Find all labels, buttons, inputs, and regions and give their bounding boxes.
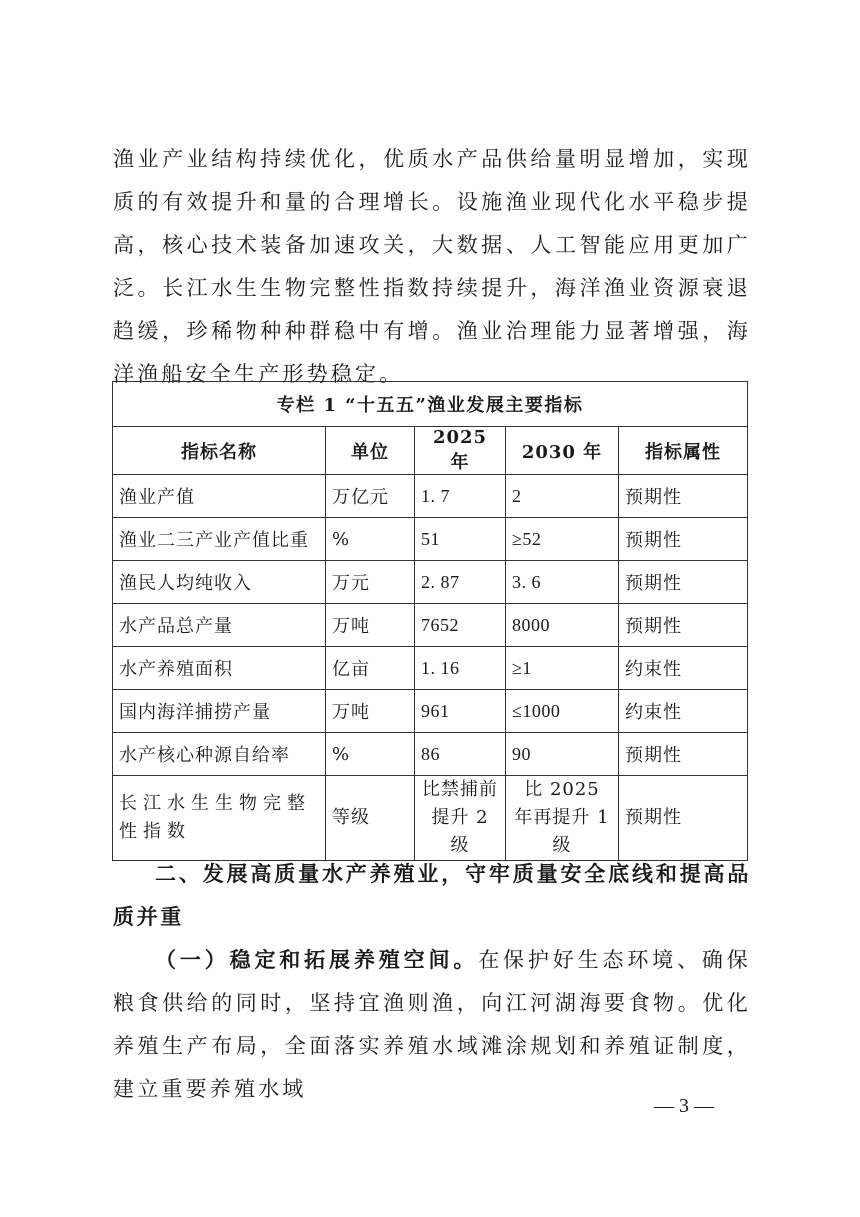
cell-2030: ≤1000 (506, 690, 619, 733)
cell-attr: 约束性 (619, 647, 748, 690)
cell-unit: 万元 (326, 561, 415, 604)
section-paragraph (113, 938, 751, 1111)
table-row (113, 475, 748, 518)
cell-2025: 51 (415, 518, 506, 561)
cell-2030: 8000 (506, 604, 619, 647)
cell-name: 水产核心种源自给率 (113, 733, 326, 776)
cell-2030: 2 (506, 475, 619, 518)
cell-unit: 万吨 (326, 690, 415, 733)
cell-name: 国内海洋捕捞产量 (113, 690, 326, 733)
cell-name: 水产品总产量 (113, 604, 326, 647)
cell-2025: 1. 7 (415, 475, 506, 518)
header-2030: 2030 年 (506, 427, 619, 475)
cell-2030: 比 2025 年再提升 1 级 (506, 776, 619, 861)
table-row (113, 690, 748, 733)
table-row (113, 604, 748, 647)
cell-unit: % (326, 733, 415, 776)
intro-paragraph: 渔业产业结构持续优化，优质水产品供给量明显增加，实现质的有效提升和量的合理增长。设施渔业现代化水平稳步提高，核心技术装备加速攻关，大数据、人工智能应用更加广泛。长江水生生物完整性指数持续提升，海洋渔业资源衰退趋缓，珍稀物种种群稳中有增。渔业治理能力显著增强，海洋渔船安全生产形势稳定。 (113, 147, 751, 386)
header-unit: 单位 (326, 427, 415, 475)
cell-2025: 1. 16 (415, 647, 506, 690)
cell-unit: % (326, 518, 415, 561)
cell-unit: 万吨 (326, 604, 415, 647)
cell-2030: 90 (506, 733, 619, 776)
table-caption: 专栏 1 “十五五”渔业发展主要指标 (113, 382, 748, 427)
cell-attr: 预期性 (619, 733, 748, 776)
cell-attr: 预期性 (619, 776, 748, 861)
table-header-row (113, 427, 748, 475)
cell-attr: 预期性 (619, 604, 748, 647)
indicator-table (112, 381, 748, 861)
cell-2030: 3. 6 (506, 561, 619, 604)
cell-2025: 比禁捕前提升 2 级 (415, 776, 506, 861)
table-row (113, 733, 748, 776)
header-attr: 指标属性 (619, 427, 748, 475)
cell-attr: 约束性 (619, 690, 748, 733)
section-heading: 二、发展高质量水产养殖业，守牢质量安全底线和提高品质并重 (113, 861, 751, 929)
table-row (113, 518, 748, 561)
header-name: 指标名称 (113, 427, 326, 475)
cell-name: 水产养殖面积 (113, 647, 326, 690)
cell-unit: 万亿元 (326, 475, 415, 518)
cell-attr: 预期性 (619, 518, 748, 561)
cell-name: 渔民人均纯收入 (113, 561, 326, 604)
cell-2030: ≥52 (506, 518, 619, 561)
cell-2025: 961 (415, 690, 506, 733)
cell-unit: 等级 (326, 776, 415, 861)
cell-2025: 2. 87 (415, 561, 506, 604)
cell-2025: 86 (415, 733, 506, 776)
table-row (113, 647, 748, 690)
section-text: 在保护好生态环境、确保粮食供给的同时，坚持宜渔则渔，向江河湖海要食物。优化养殖生产布局，全面落实养殖水域滩涂规划和养殖证制度，建立重要养殖水域 (113, 948, 751, 1101)
table-row (113, 776, 748, 861)
page-number: — 3 — (654, 1095, 714, 1117)
cell-attr: 预期性 (619, 475, 748, 518)
cell-2025: 7652 (415, 604, 506, 647)
table-row (113, 561, 748, 604)
section-lead: （一）稳定和拓展养殖空间。 (155, 947, 479, 972)
cell-name: 长江水生生物完整性指数 (113, 776, 326, 861)
table-body (113, 475, 748, 776)
cell-attr: 预期性 (619, 561, 748, 604)
cell-unit: 亿亩 (326, 647, 415, 690)
header-2025: 2025 年 (415, 427, 506, 475)
cell-2030: ≥1 (506, 647, 619, 690)
cell-name: 渔业产值 (113, 475, 326, 518)
cell-name: 渔业二三产业产值比重 (113, 518, 326, 561)
